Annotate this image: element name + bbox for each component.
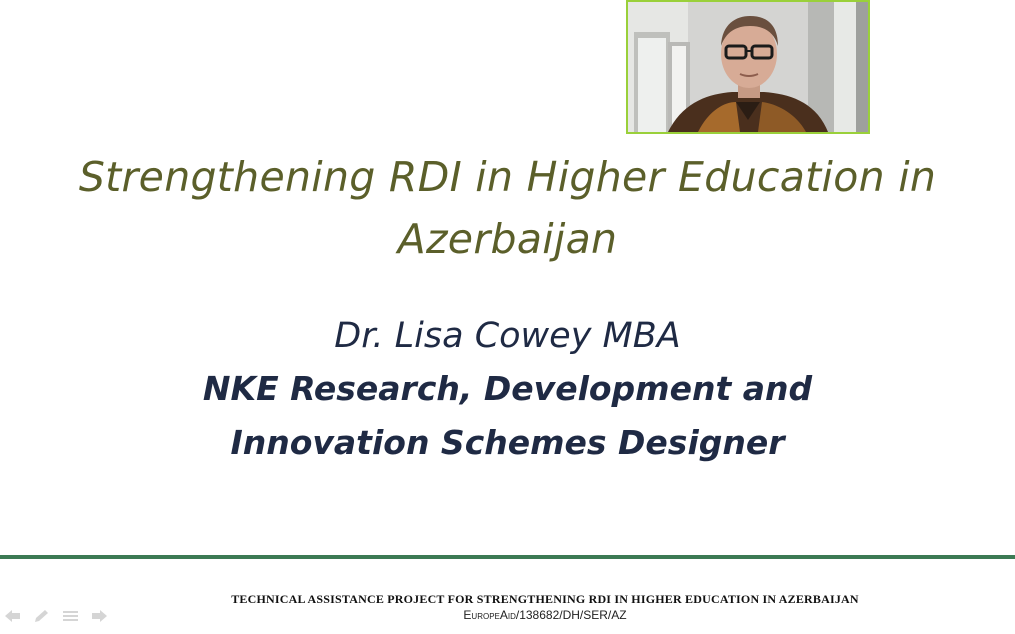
footer-reference-prefix: EuropeAid: [463, 608, 516, 622]
pen-icon[interactable]: [33, 609, 50, 623]
presenter-role-line-1: NKE Research, Development and: [202, 369, 813, 408]
arrow-left-icon[interactable]: [4, 609, 21, 623]
participant-video-tile[interactable]: [626, 0, 870, 134]
footer-project-title: TECHNICAL ASSISTANCE PROJECT FOR STRENGTHENING RDI IN HIGHER EDUCATION IN AZERBAIJAN: [231, 592, 859, 606]
slide-title-line-1: Strengthening RDI in Higher Education in: [78, 153, 937, 201]
presenter-role: [0, 362, 1015, 470]
slide-title: [0, 146, 1015, 270]
footer-reference: [0, 608, 1015, 622]
footer-reference-code: /138682/DH/SER/AZ: [515, 608, 627, 622]
arrow-right-icon[interactable]: [91, 609, 108, 623]
slide-nav-toolbar: [4, 609, 108, 623]
menu-icon[interactable]: [62, 609, 79, 623]
participant-video-feed: [628, 2, 868, 132]
presenter-name: Dr. Lisa Cowey MBA: [334, 316, 681, 356]
slide-title-line-2: Azerbaijan: [397, 215, 618, 263]
footer-divider: [0, 555, 1015, 559]
presenter-role-line-2: Innovation Schemes Designer: [230, 423, 785, 462]
